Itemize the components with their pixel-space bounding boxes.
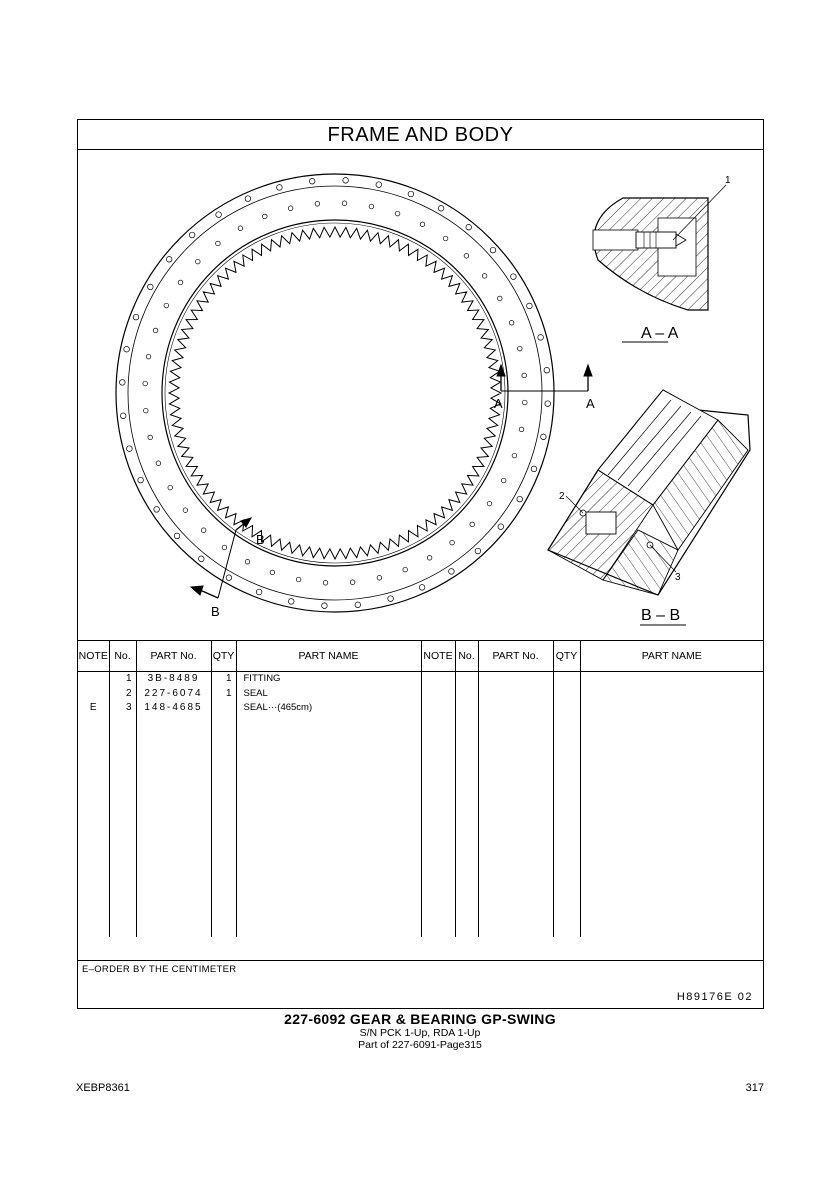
column-header: PART NAME: [580, 641, 763, 672]
bolt-hole: [164, 303, 169, 308]
bolt-hole: [168, 485, 173, 490]
bolt-hole: [143, 381, 148, 386]
bolt-hole: [245, 559, 250, 564]
footnote-box: [78, 960, 763, 1008]
bolt-hole: [309, 178, 315, 184]
bolt-hole: [527, 303, 533, 309]
bolt-hole: [124, 346, 130, 352]
bolt-hole: [216, 241, 221, 246]
bolt-hole: [509, 321, 514, 326]
swing-bearing-ring: [116, 174, 554, 612]
bolt-hole: [350, 580, 355, 585]
bolt-hole: [296, 577, 301, 582]
bolt-hole: [544, 367, 550, 373]
bolt-hole: [148, 284, 154, 290]
page-number: 317: [745, 1082, 764, 1094]
bolt-hole: [256, 589, 262, 595]
note-cell: [78, 687, 109, 702]
section-mark: B: [256, 532, 265, 547]
part-no-cell: 3B-8489: [136, 672, 211, 687]
bolt-hole: [166, 257, 172, 263]
exploded-drawing: [78, 150, 763, 640]
detail-a-a: [593, 175, 731, 342]
view-label-a-a: A – A: [641, 325, 679, 342]
column-header: QTY: [553, 641, 580, 672]
bolt-hole: [216, 212, 222, 218]
catalog-frame: [77, 119, 764, 1009]
bolt-hole: [541, 434, 547, 440]
drawing-code: H89176E 02: [676, 991, 753, 1003]
bolt-hole: [183, 508, 188, 513]
bolt-hole: [277, 185, 283, 191]
bolt-hole: [438, 206, 444, 212]
column-header: No.: [109, 641, 136, 672]
detail-b-b: [548, 390, 750, 625]
bolt-hole: [377, 576, 382, 581]
column-header: NOTE: [78, 641, 109, 672]
bolt-hole: [531, 466, 537, 472]
section-b-cut-line: [191, 518, 251, 598]
serial-range: S/N PCK 1-Up, RDA 1-Up: [359, 1027, 481, 1039]
column-header: PART No.: [478, 641, 553, 672]
bolt-hole: [144, 408, 149, 413]
bolt-hole: [323, 581, 328, 586]
bolt-hole: [475, 548, 481, 554]
bolt-hole: [498, 296, 503, 301]
bolt-hole: [226, 575, 232, 581]
bolt-hole: [487, 501, 492, 506]
bolt-hole: [288, 599, 294, 605]
bolt-hole: [343, 178, 349, 184]
bolt-hole: [538, 335, 544, 341]
bolt-hole: [470, 522, 475, 527]
bolt-hole: [545, 401, 551, 407]
bolt-hole: [245, 196, 251, 202]
table-row: [78, 687, 763, 702]
bolt-hole: [466, 224, 472, 230]
bolt-hole: [443, 236, 448, 241]
section-mark: A: [586, 396, 595, 411]
bolt-hole: [408, 191, 414, 197]
callout-2: 2: [559, 491, 565, 502]
part-name-cell: SEAL···(465cm): [236, 701, 421, 716]
bolt-hole: [419, 585, 425, 591]
bolt-hole: [388, 596, 394, 602]
callout-3: 3: [675, 572, 681, 583]
qty-cell: [211, 701, 236, 716]
item-no-cell: 1: [109, 672, 136, 687]
table-row: [78, 701, 763, 716]
qty-cell: 1: [211, 672, 236, 687]
document-id: XEBP8361: [76, 1082, 130, 1094]
part-of-reference: Part of 227-6091-Page315: [358, 1039, 482, 1051]
bolt-hole: [450, 540, 455, 545]
bolt-hole: [199, 556, 205, 562]
bolt-hole: [154, 507, 160, 513]
view-label-b-b: B – B: [641, 607, 681, 624]
item-no-cell: 2: [109, 687, 136, 702]
inner-bolt-holes: [143, 201, 527, 585]
bolt-hole: [288, 206, 293, 211]
bolt-hole: [342, 201, 347, 206]
part-name-cell: SEAL: [236, 687, 421, 702]
bolt-hole: [355, 602, 361, 608]
bolt-hole: [146, 354, 151, 359]
bolt-hole: [238, 226, 243, 231]
part-no-cell: 148-4685: [136, 701, 211, 716]
section-mark: A: [494, 396, 503, 411]
bolt-hole: [322, 603, 328, 609]
bolt-hole: [518, 346, 523, 351]
bolt-hole: [174, 533, 180, 539]
callout-1: 1: [725, 175, 731, 186]
bolt-hole: [420, 222, 425, 227]
bolt-hole: [498, 524, 504, 530]
part-name-cell: FITTING: [236, 672, 421, 687]
qty-cell: 1: [211, 687, 236, 702]
bolt-hole: [133, 314, 139, 320]
note-cell: E: [89, 702, 97, 713]
note-cell: [78, 672, 109, 687]
footnote-text: E–ORDER BY THE CENTIMETER: [82, 964, 237, 975]
column-header: QTY: [211, 641, 236, 672]
bolt-hole: [490, 247, 496, 253]
bolt-hole: [196, 259, 201, 264]
bolt-hole: [138, 477, 144, 483]
bolt-hole: [523, 400, 528, 405]
bolt-hole: [501, 478, 506, 483]
page-title: FRAME AND BODY: [78, 120, 763, 150]
bolt-hole: [270, 570, 275, 575]
table-header-row: [78, 641, 763, 672]
bolt-hole: [153, 328, 158, 333]
bolt-hole: [156, 461, 161, 466]
column-header: NOTE: [421, 641, 455, 672]
bolt-hole: [464, 254, 469, 259]
bolt-hole: [148, 435, 153, 440]
group-title: 227-6092 GEAR & BEARING GP-SWING: [284, 1011, 556, 1027]
bolt-hole: [178, 280, 183, 285]
bolt-hole: [120, 413, 126, 419]
bolt-hole: [222, 545, 227, 550]
bolt-hole: [512, 453, 517, 458]
table-row: [78, 672, 763, 687]
outer-bolt-holes: [120, 178, 551, 609]
table-filler-row: [78, 716, 763, 937]
bolt-hole: [522, 373, 527, 378]
section-mark: B: [211, 604, 220, 619]
item-no-cell: 3: [109, 701, 136, 716]
bolt-hole: [369, 204, 374, 209]
bolt-hole: [315, 202, 320, 207]
bolt-hole: [517, 496, 523, 502]
bolt-hole: [395, 211, 400, 216]
bolt-hole: [376, 182, 382, 188]
bolt-hole: [427, 556, 432, 561]
group-caption: [0, 1011, 840, 1051]
gear-teeth: [169, 227, 501, 559]
parts-table: [78, 640, 763, 937]
column-header: No.: [455, 641, 478, 672]
column-header: PART No.: [136, 641, 211, 672]
column-header: PART NAME: [236, 641, 421, 672]
bolt-hole: [519, 427, 524, 432]
bolt-hole: [120, 380, 126, 386]
bolt-hole: [403, 567, 408, 572]
bolt-hole: [482, 274, 487, 279]
bolt-hole: [449, 569, 455, 575]
bolt-hole: [189, 232, 195, 238]
bolt-hole: [201, 528, 206, 533]
bolt-hole: [127, 446, 133, 452]
bolt-hole: [263, 214, 268, 219]
bolt-hole: [511, 274, 517, 280]
part-no-cell: 227-6074: [136, 687, 211, 702]
